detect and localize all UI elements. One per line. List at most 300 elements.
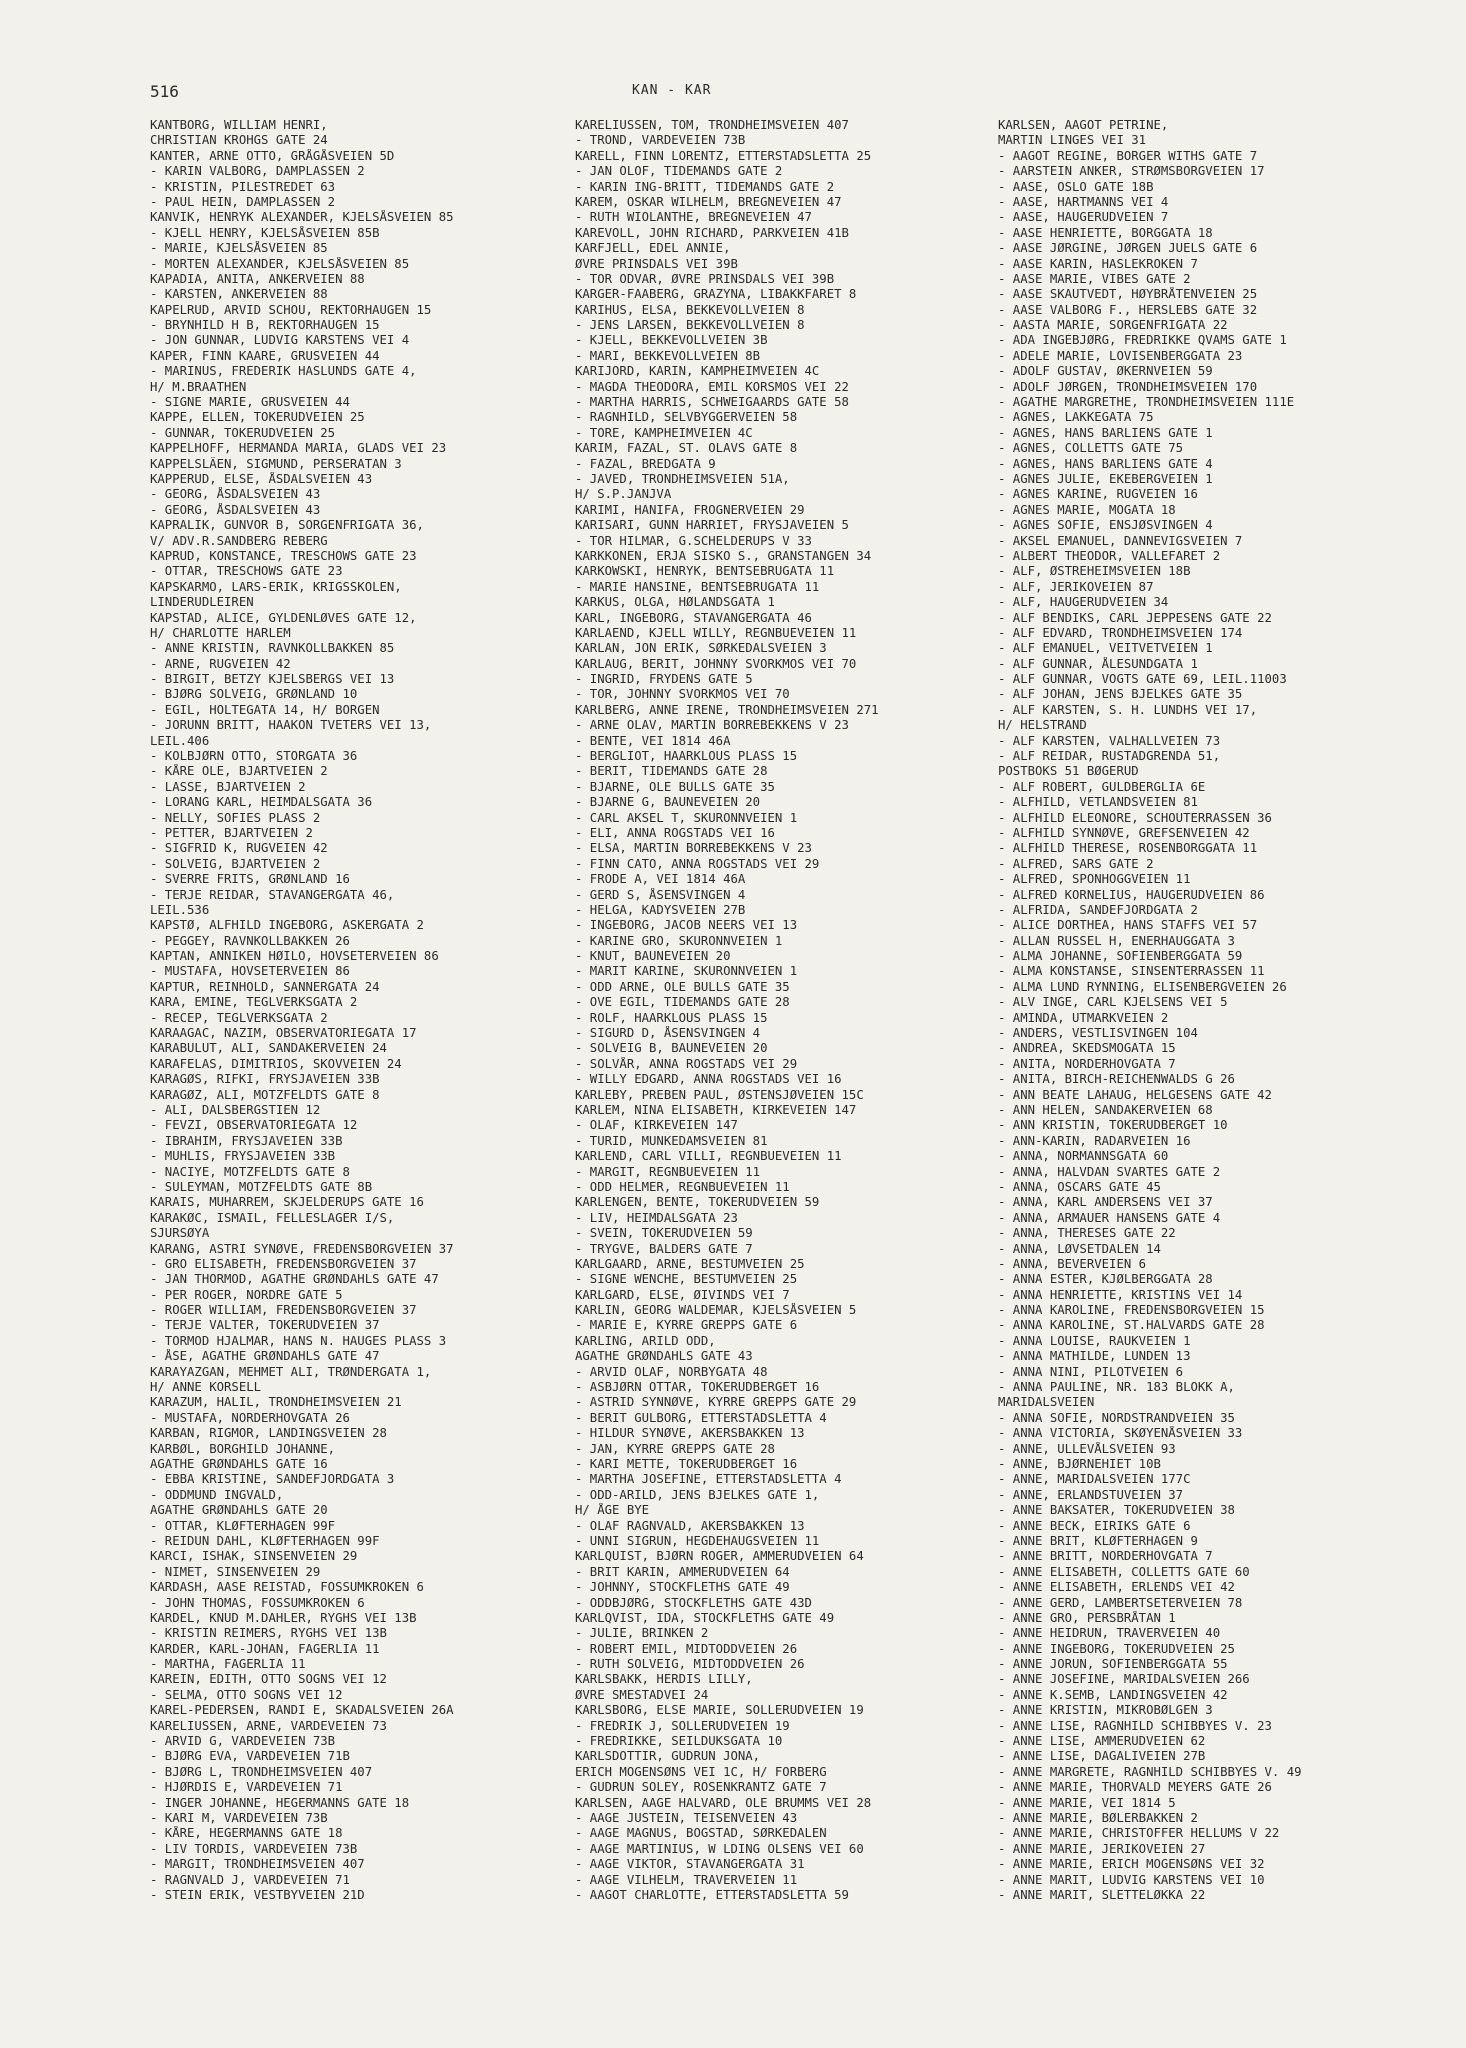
directory-entry: KARCI, ISHAK, SINSENVEIEN 29 bbox=[150, 1549, 358, 1564]
directory-entry: - ASTRID SYNNØVE, KYRRE GREPPS GATE 29 bbox=[575, 1395, 857, 1410]
directory-entry: KARAAGAC, NAZIM, OBSERVATORIEGATA 17 bbox=[150, 1026, 417, 1041]
directory-entry: AGATHE GRØNDAHLS GATE 20 bbox=[150, 1503, 328, 1518]
directory-entry: - ANNE MARGRETE, RAGNHILD SCHIBBYES V. 49 bbox=[998, 1764, 1302, 1779]
directory-entry: - SOLVEIG, BJARTVEIEN 2 bbox=[150, 856, 321, 871]
directory-entry: - AASE HENRIETTE, BORGGATA 18 bbox=[998, 225, 1213, 240]
directory-entry: - ALICE DORTHEA, HANS STAFFS VEI 57 bbox=[998, 918, 1258, 933]
directory-entry: - ALI, DALSBERGSTIEN 12 bbox=[150, 1103, 321, 1117]
directory-entry: KAPSTAD, ALICE, GYLDENLØVES GATE 12, bbox=[150, 610, 417, 625]
directory-entry: KARBØL, BORGHILD JOHANNE, bbox=[150, 1441, 336, 1456]
directory-entry: KAPSTØ, ALFHILD INGEBORG, ASKERGATA 2 bbox=[150, 918, 424, 933]
directory-entry: - BERGLIOT, HAARKLOUS PLASS 15 bbox=[575, 749, 798, 764]
directory-entry: - AGNES, HANS BARLIENS GATE 4 bbox=[998, 456, 1213, 471]
directory-entry: - ANN BEATE LAHAUG, HELGESENS GATE 42 bbox=[998, 1087, 1272, 1102]
directory-entry: - ALF, ØSTREHEIMSVEIEN 18B bbox=[998, 564, 1191, 579]
directory-entry: - ALMA KONSTANSE, SINSENTERRASSEN 11 bbox=[998, 964, 1265, 979]
directory-entry: KARDEL, KNUD M.DAHLER, RYGHS VEI 13B bbox=[150, 1610, 417, 1625]
directory-entry: KARELIUSSEN, ARNE, VARDEVEIEN 73 bbox=[150, 1718, 387, 1733]
directory-entry: KAPER, FINN KAARE, GRUSVEIEN 44 bbox=[150, 348, 380, 363]
directory-entry: ØVRE PRINSDALS VEI 39B bbox=[575, 256, 738, 271]
directory-entry: - ALFRED, SARS GATE 2 bbox=[998, 856, 1154, 871]
directory-entry: - KARI M, VARDEVEIEN 73B bbox=[150, 1810, 328, 1825]
directory-entry: - MARTHA, FAGERLIA 11 bbox=[150, 1657, 306, 1672]
directory-entry: KANTBORG, WILLIAM HENRI, bbox=[150, 118, 328, 132]
directory-entry: - ANN-KARIN, RADARVEIEN 16 bbox=[998, 1133, 1191, 1148]
directory-entry: - INGER JOHANNE, HEGERMANNS GATE 18 bbox=[150, 1795, 410, 1810]
directory-entry: - ANNE, ERLANDSTUVEIEN 37 bbox=[998, 1487, 1184, 1502]
directory-entry: - ALF REIDAR, RUSTADGRENDA 51, bbox=[998, 749, 1221, 764]
directory-entry: KAPPERUD, ELSE, ÅSDALSVEIEN 43 bbox=[150, 471, 373, 486]
directory-entry: - TERJE VALTER, TOKERUDVEIEN 37 bbox=[150, 1318, 380, 1333]
directory-entry: KAPRUD, KONSTANCE, TRESCHOWS GATE 23 bbox=[150, 548, 417, 563]
directory-entry: - TROND, VARDEVEIEN 73B bbox=[575, 133, 746, 148]
directory-entry: - LIV, HEIMDALSGATA 23 bbox=[575, 1210, 738, 1225]
directory-entry: - ELSA, MARTIN BORREBEKKENS V 23 bbox=[575, 841, 812, 856]
directory-entry: - ANNE JORUN, SOFIENBERGGATA 55 bbox=[998, 1657, 1228, 1672]
directory-entry: - ELI, ANNA ROGSTADS VEI 16 bbox=[575, 825, 775, 840]
directory-entry: - MARGIT, TRONDHEIMSVEIEN 407 bbox=[150, 1857, 365, 1872]
directory-entry: - GERD S, ÅSENSVINGEN 4 bbox=[575, 887, 746, 902]
directory-entry: - ANNE MARIT, LUDVIG KARSTENS VEI 10 bbox=[998, 1872, 1265, 1887]
directory-entry: - MARIT KARINE, SKURONNVEIEN 1 bbox=[575, 964, 798, 979]
directory-entry: - AASTA MARIE, SORGENFRIGATA 22 bbox=[998, 318, 1228, 333]
directory-entry: - ANNA MATHILDE, LUNDEN 13 bbox=[998, 1349, 1191, 1364]
directory-entry: - KJELL, BEKKEVOLLVEIEN 3B bbox=[575, 333, 768, 348]
directory-entry: - JAN, KYRRE GREPPS GATE 28 bbox=[575, 1441, 775, 1456]
directory-entry: - ANNE, MARIDALSVEIEN 177C bbox=[998, 1472, 1191, 1487]
directory-entry: - AASE, HAUGERUDVEIEN 7 bbox=[998, 210, 1169, 225]
directory-entry: AGATHE GRØNDAHLS GATE 16 bbox=[150, 1456, 328, 1471]
directory-entry: - EBBA KRISTINE, SANDEFJORDGATA 3 bbox=[150, 1472, 395, 1487]
directory-entry: - AAGE VILHELM, TRAVERVEIEN 11 bbox=[575, 1872, 798, 1887]
directory-entry: KARAFELAS, DIMITRIOS, SKOVVEIEN 24 bbox=[150, 1056, 402, 1071]
directory-entry: - MUSTAFA, HOVSETERVEIEN 86 bbox=[150, 964, 350, 979]
directory-entry: - OLAF, KIRKEVEIEN 147 bbox=[575, 1118, 738, 1133]
directory-entry: - CARL AKSEL T, SKURONNVEIEN 1 bbox=[575, 810, 798, 825]
directory-entry: - FREDRIK J, SOLLERUDVEIEN 19 bbox=[575, 1718, 790, 1733]
directory-entry: - KARSTEN, ANKERVEIEN 88 bbox=[150, 287, 328, 302]
directory-entry: - KÅRE OLE, BJARTVEIEN 2 bbox=[150, 764, 328, 779]
directory-entry: - AGNES SOFIE, ENSJØSVINGEN 4 bbox=[998, 518, 1213, 533]
column-3 bbox=[998, 118, 1418, 1903]
directory-entry: KARIHUS, ELSA, BEKKEVOLLVEIEN 8 bbox=[575, 302, 805, 317]
directory-entry: ØVRE SMESTADVEI 24 bbox=[575, 1687, 709, 1702]
directory-entry: - ANNE ELISABETH, ERLENDS VEI 42 bbox=[998, 1580, 1235, 1595]
directory-entry: - ASBJØRN OTTAR, TOKERUDBERGET 16 bbox=[575, 1380, 820, 1395]
directory-entry: - ROBERT EMIL, MIDTODDVEIEN 26 bbox=[575, 1641, 798, 1656]
directory-entry: - ALF EDVARD, TRONDHEIMSVEIEN 174 bbox=[998, 625, 1243, 640]
directory-entry: KARKKONEN, ERJA SISKO S., GRANSTANGEN 34 bbox=[575, 548, 872, 563]
directory-entry: - JOHNNY, STOCKFLETHS GATE 49 bbox=[575, 1580, 790, 1595]
directory-entry: - ALV INGE, CARL KJELSENS VEI 5 bbox=[998, 995, 1228, 1010]
directory-entry: - GUDRUN SOLEY, ROSENKRANTZ GATE 7 bbox=[575, 1780, 827, 1795]
directory-entry: POSTBOKS 51 BØGERUD bbox=[998, 764, 1139, 779]
directory-entry: - ANNE JOSEFINE, MARIDALSVEIEN 266 bbox=[998, 1672, 1250, 1687]
directory-entry: - STEIN ERIK, VESTBYVEIEN 21D bbox=[150, 1887, 365, 1902]
directory-entry: - PEGGEY, RAVNKOLLBAKKEN 26 bbox=[150, 933, 350, 948]
directory-entry: - FAZAL, BREDGATA 9 bbox=[575, 456, 716, 471]
directory-entry: - ROLF, HAARKLOUS PLASS 15 bbox=[575, 1010, 768, 1025]
directory-entry: - MAGDA THEODORA, EMIL KORSMOS VEI 22 bbox=[575, 379, 849, 394]
directory-entry: - ANNA KAROLINE, ST.HALVARDS GATE 28 bbox=[998, 1318, 1265, 1333]
directory-entry: KARLIN, GEORG WALDEMAR, KJELSÅSVEIEN 5 bbox=[575, 1303, 857, 1318]
directory-entry: - ALF ROBERT, GULDBERGLIA 6E bbox=[998, 779, 1206, 794]
directory-entry: - JULIE, BRINKEN 2 bbox=[575, 1626, 709, 1641]
directory-entry: KARAYAZGAN, MEHMET ALI, TRØNDERGATA 1, bbox=[150, 1364, 432, 1379]
directory-entry: - RECEP, TEGLVERKSGATA 2 bbox=[150, 1010, 328, 1025]
directory-entry: - KJELL HENRY, KJELSÅSVEIEN 85B bbox=[150, 225, 380, 240]
directory-entry: KAPADIA, ANITA, ANKERVEIEN 88 bbox=[150, 271, 365, 286]
directory-entry: KAREM, OSKAR WILHELM, BREGNEVEIEN 47 bbox=[575, 194, 842, 209]
directory-entry: KARKOWSKI, HENRYK, BENTSEBRUGATA 11 bbox=[575, 564, 835, 579]
directory-entry: - AARSTEIN ANKER, STRØMSBORGVEIEN 17 bbox=[998, 164, 1265, 179]
directory-entry: - BERIT, TIDEMANDS GATE 28 bbox=[575, 764, 768, 779]
directory-entry: - LIV TORDIS, VARDEVEIEN 73B bbox=[150, 1841, 358, 1856]
directory-entry: - ANNE GRO, PERSBRÅTAN 1 bbox=[998, 1610, 1176, 1625]
directory-entry: - MARIE, KJELSÅSVEIEN 85 bbox=[150, 241, 328, 256]
directory-entry: - TOR HILMAR, G.SCHELDERUPS V 33 bbox=[575, 533, 812, 548]
directory-entry: - MORTEN ALEXANDER, KJELSÅSVEIEN 85 bbox=[150, 256, 410, 271]
directory-entry: MARIDALSVEIEN bbox=[998, 1395, 1095, 1410]
directory-entry: - GUNNAR, TOKERUDVEIEN 25 bbox=[150, 425, 336, 440]
page-range-header: KAN - KAR bbox=[632, 83, 712, 98]
column-2 bbox=[575, 118, 995, 1903]
directory-entry: - AAGE VIKTOR, STAVANGERGATA 31 bbox=[575, 1857, 805, 1872]
directory-entry: - ODD ARNE, OLE BULLS GATE 35 bbox=[575, 979, 790, 994]
directory-entry: - ANNE KRISTIN, RAVNKOLLBAKKEN 85 bbox=[150, 641, 395, 656]
directory-entry: - KOLBJØRN OTTO, STORGATA 36 bbox=[150, 749, 358, 764]
directory-entry: - ANNA, KARL ANDERSENS VEI 37 bbox=[998, 1195, 1213, 1210]
directory-entry: KARLSEN, AAGE HALVARD, OLE BRUMMS VEI 28 bbox=[575, 1795, 872, 1810]
directory-entry: KARIJORD, KARIN, KAMPHEIMVEIEN 4C bbox=[575, 364, 820, 379]
directory-entry: - JAN THORMOD, AGATHE GRØNDAHLS GATE 47 bbox=[150, 1272, 439, 1287]
directory-entry: H/ HELSTRAND bbox=[998, 718, 1087, 733]
directory-entry: - ADOLF JØRGEN, TRONDHEIMSVEIEN 170 bbox=[998, 379, 1258, 394]
directory-entry: - ADOLF GUSTAV, ØKERNVEIEN 59 bbox=[998, 364, 1213, 379]
directory-entry: - ANNE KRISTIN, MIKROBØLGEN 3 bbox=[998, 1703, 1213, 1718]
directory-entry: - KARIN ING-BRITT, TIDEMANDS GATE 2 bbox=[575, 179, 835, 194]
directory-entry: - ANNA, BEVERVEIEN 6 bbox=[998, 1256, 1147, 1271]
directory-entry: KAPPELSLÄEN, SIGMUND, PERSERATAN 3 bbox=[150, 456, 402, 471]
directory-entry: - ANITA, NORDERHOVGATA 7 bbox=[998, 1056, 1176, 1071]
directory-entry: - ALF, HAUGERUDVEIEN 34 bbox=[998, 595, 1169, 610]
directory-entry: KARISARI, GUNN HARRIET, FRYSJAVEIEN 5 bbox=[575, 518, 849, 533]
directory-entry: KAPPE, ELLEN, TOKERUDVEIEN 25 bbox=[150, 410, 365, 425]
directory-entry: - PER ROGER, NORDRE GATE 5 bbox=[150, 1287, 343, 1302]
directory-entry: - TOR ODVAR, ØVRE PRINSDALS VEI 39B bbox=[575, 271, 835, 286]
directory-entry: - BERIT GULBORG, ETTERSTADSLETTA 4 bbox=[575, 1410, 827, 1425]
directory-entry: - ODDMUND INGVALD, bbox=[150, 1487, 284, 1502]
directory-entry: - NELLY, SOFIES PLASS 2 bbox=[150, 810, 321, 825]
directory-entry: - UNNI SIGRUN, HEGDEHAUGSVEIEN 11 bbox=[575, 1533, 820, 1548]
directory-entry: - KARI METTE, TOKERUDBERGET 16 bbox=[575, 1456, 798, 1471]
directory-entry: - ANNA, LØVSETDALEN 14 bbox=[998, 1241, 1161, 1256]
directory-entry: LEIL.406 bbox=[150, 733, 210, 748]
directory-entry: KARELL, FINN LORENTZ, ETTERSTADSLETTA 25 bbox=[575, 148, 872, 163]
directory-entry: - LORANG KARL, HEIMDALSGATA 36 bbox=[150, 795, 373, 810]
directory-entry: - AASE KARIN, HASLEKROKEN 7 bbox=[998, 256, 1198, 271]
directory-entry: - ARNE OLAV, MARTIN BORREBEKKENS V 23 bbox=[575, 718, 849, 733]
directory-entry: AGATHE GRØNDAHLS GATE 43 bbox=[575, 1349, 753, 1364]
directory-entry: - ROGER WILLIAM, FREDENSBORGVEIEN 37 bbox=[150, 1303, 417, 1318]
directory-entry: - RAGNHILD, SELVBYGGERVEIEN 58 bbox=[575, 410, 798, 425]
directory-entry: - KRISTIN, PILESTREDET 63 bbox=[150, 179, 336, 194]
directory-entry: - ARVID OLAF, NORBYGATA 48 bbox=[575, 1364, 768, 1379]
directory-entry: - JAVED, TRONDHEIMSVEIEN 51A, bbox=[575, 471, 790, 486]
directory-entry: - FINN CATO, ANNA ROGSTADS VEI 29 bbox=[575, 856, 820, 871]
directory-entry: - SOLVÅR, ANNA ROGSTADS VEI 29 bbox=[575, 1056, 798, 1071]
directory-entry: - TURID, MUNKEDAMSVEIEN 81 bbox=[575, 1133, 768, 1148]
directory-entry: H/ CHARLOTTE HARLEM bbox=[150, 625, 291, 640]
directory-entry: KAPPELHOFF, HERMANDA MARIA, GLADS VEI 23 bbox=[150, 441, 447, 456]
directory-entry: - MARIE E, KYRRE GREPPS GATE 6 bbox=[575, 1318, 798, 1333]
directory-entry: - SULEYMAN, MOTZFELDTS GATE 8B bbox=[150, 1179, 373, 1194]
directory-entry: KARLGAARD, ARNE, BESTUMVEIEN 25 bbox=[575, 1256, 805, 1271]
directory-entry: - AASE VALBORG F., HERSLEBS GATE 32 bbox=[998, 302, 1258, 317]
directory-entry: - BJØRG EVA, VARDEVEIEN 71B bbox=[150, 1749, 350, 1764]
directory-entry: - NACIYE, MOTZFELDTS GATE 8 bbox=[150, 1164, 350, 1179]
directory-entry: - ALF BENDIKS, CARL JEPPESENS GATE 22 bbox=[998, 610, 1272, 625]
directory-entry: - ALFRED, SPONHOGGVEIEN 11 bbox=[998, 872, 1191, 887]
directory-entry: KARAGØS, RIFKI, FRYSJAVEIEN 33B bbox=[150, 1072, 380, 1087]
directory-entry: - BJØRG SOLVEIG, GRØNLAND 10 bbox=[150, 687, 358, 702]
directory-entry: SJURSØYA bbox=[150, 1226, 210, 1241]
directory-entry: - ALFRIDA, SANDEFJORDGATA 2 bbox=[998, 902, 1198, 917]
directory-entry: KAPELRUD, ARVID SCHOU, REKTORHAUGEN 15 bbox=[150, 302, 432, 317]
directory-entry: - MUHLIS, FRYSJAVEIEN 33B bbox=[150, 1149, 336, 1164]
directory-entry: LINDERUDLEIREN bbox=[150, 595, 254, 610]
directory-entry: KARFJELL, EDEL ANNIE, bbox=[575, 241, 731, 256]
directory-entry: - ALF EMANUEL, VEITVETVEIEN 1 bbox=[998, 641, 1213, 656]
directory-entry: - PETTER, BJARTVEIEN 2 bbox=[150, 825, 313, 840]
directory-entry: MARTIN LINGES VEI 31 bbox=[998, 133, 1147, 148]
directory-entry: - MARGIT, REGNBUEVEIEN 11 bbox=[575, 1164, 761, 1179]
directory-entry: - ALLAN RUSSEL H, ENERHAUGGATA 3 bbox=[998, 933, 1235, 948]
directory-entry: KAPTUR, REINHOLD, SANNERGATA 24 bbox=[150, 979, 380, 994]
directory-entry: - ANITA, BIRCH-REICHENWALDS G 26 bbox=[998, 1072, 1235, 1087]
directory-entry: - ANNE MARIT, SLETTELØKKA 22 bbox=[998, 1887, 1206, 1902]
directory-entry: - ANNA LOUISE, RAUKVEIEN 1 bbox=[998, 1333, 1191, 1348]
directory-entry: H/ S.P.JANJVA bbox=[575, 487, 672, 502]
directory-entry: - ANNE BRITT, NORDERHOVGATA 7 bbox=[998, 1549, 1213, 1564]
directory-entry: - SIGNE MARIE, GRUSVEIEN 44 bbox=[150, 395, 350, 410]
directory-entry: - MARINUS, FREDERIK HASLUNDS GATE 4, bbox=[150, 364, 417, 379]
directory-entry: - ANNA HENRIETTE, KRISTINS VEI 14 bbox=[998, 1287, 1243, 1302]
directory-entry: KARLEM, NINA ELISABETH, KIRKEVEIEN 147 bbox=[575, 1103, 857, 1117]
directory-entry: KARLQUIST, BJØRN ROGER, AMMERUDVEIEN 64 bbox=[575, 1549, 864, 1564]
directory-entry: KAPRALIK, GUNVOR B, SORGENFRIGATA 36, bbox=[150, 518, 424, 533]
directory-entry: KARGER-FAABERG, GRAZYNA, LIBAKKFARET 8 bbox=[575, 287, 857, 302]
directory-entry: - BRIT KARIN, AMMERUDVEIEN 64 bbox=[575, 1564, 790, 1579]
directory-entry: KARLAN, JON ERIK, SØRKEDALSVEIEN 3 bbox=[575, 641, 827, 656]
directory-entry: - AMINDA, UTMARKVEIEN 2 bbox=[998, 1010, 1169, 1025]
directory-entry: KARBAN, RIGMOR, LANDINGSVEIEN 28 bbox=[150, 1426, 387, 1441]
directory-entry: - SVEIN, TOKERUDVEIEN 59 bbox=[575, 1226, 753, 1241]
directory-entry: H/ ANNE KORSELL bbox=[150, 1380, 262, 1395]
directory-entry: - ANNE BECK, EIRIKS GATE 6 bbox=[998, 1518, 1191, 1533]
directory-entry: - AASE SKAUTVEDT, HØYBRÅTENVEIEN 25 bbox=[998, 287, 1258, 302]
directory-entry: - TOR, JOHNNY SVORKMOS VEI 70 bbox=[575, 687, 790, 702]
directory-entry: KARDASH, AASE REISTAD, FOSSUMKROKEN 6 bbox=[150, 1580, 424, 1595]
directory-entry: - ANNA, HALVDAN SVARTES GATE 2 bbox=[998, 1164, 1221, 1179]
directory-entry: - RUTH SOLVEIG, MIDTODDVEIEN 26 bbox=[575, 1657, 805, 1672]
directory-entry: - AAGE MARTINIUS, W LDING OLSENS VEI 60 bbox=[575, 1841, 864, 1856]
directory-entry: - AGNES, HANS BARLIENS GATE 1 bbox=[998, 425, 1213, 440]
directory-entry: - KRISTIN REIMERS, RYGHS VEI 13B bbox=[150, 1626, 387, 1641]
directory-entry: KARAGØZ, ALI, MOTZFELDTS GATE 8 bbox=[150, 1087, 380, 1102]
directory-entry: - AAGE MAGNUS, BOGSTAD, SØRKEDALEN bbox=[575, 1826, 827, 1841]
directory-entry: - TORE, KAMPHEIMVEIEN 4C bbox=[575, 425, 753, 440]
directory-entry: - PAUL HEIN, DAMPLASSEN 2 bbox=[150, 194, 336, 209]
directory-entry: - ANNE, BJØRNEHIET 10B bbox=[998, 1456, 1161, 1471]
directory-entry: - GEORG, ÅSDALSVEIEN 43 bbox=[150, 487, 321, 502]
directory-entry: - ANNA KAROLINE, FREDENSBORGVEIEN 15 bbox=[998, 1303, 1265, 1318]
directory-entry: KARLAUG, BERIT, JOHNNY SVORKMOS VEI 70 bbox=[575, 656, 857, 671]
directory-entry: - WILLY EDGARD, ANNA ROGSTADS VEI 16 bbox=[575, 1072, 842, 1087]
directory-entry: H/ ÅGE BYE bbox=[575, 1503, 650, 1518]
directory-entry: KARL, INGEBORG, STAVANGERGATA 46 bbox=[575, 610, 812, 625]
directory-entry: - JOHN THOMAS, FOSSUMKROKEN 6 bbox=[150, 1595, 365, 1610]
directory-entry: - BJARNE G, BAUNEVEIEN 20 bbox=[575, 795, 761, 810]
directory-entry: - INGEBORG, JACOB NEERS VEI 13 bbox=[575, 918, 798, 933]
directory-entry: KARAKØC, ISMAIL, FELLESLAGER I/S, bbox=[150, 1210, 395, 1225]
directory-entry: KARLSDOTTIR, GUDRUN JONA, bbox=[575, 1749, 761, 1764]
directory-entry: - ANNE LISE, AMMERUDVEIEN 62 bbox=[998, 1734, 1206, 1749]
directory-entry: - ARNE, RUGVEIEN 42 bbox=[150, 656, 291, 671]
directory-entry: - KÅRE, HEGERMANNS GATE 18 bbox=[150, 1826, 343, 1841]
directory-entry: - MARTHA HARRIS, SCHWEIGAARDS GATE 58 bbox=[575, 395, 849, 410]
directory-entry: - MUSTAFA, NORDERHOVGATA 26 bbox=[150, 1410, 350, 1425]
directory-entry: - JORUNN BRITT, HAAKON TVETERS VEI 13, bbox=[150, 718, 432, 733]
directory-entry: - GEORG, ÅSDALSVEIEN 43 bbox=[150, 502, 321, 517]
directory-entry: - AAGOT REGINE, BORGER WITHS GATE 7 bbox=[998, 148, 1258, 163]
directory-entry: - ALFHILD ELEONORE, SCHOUTERRASSEN 36 bbox=[998, 810, 1272, 825]
directory-entry: - SIGFRID K, RUGVEIEN 42 bbox=[150, 841, 328, 856]
directory-entry: KARLSEN, AAGOT PETRINE, bbox=[998, 118, 1169, 132]
directory-entry: - ALF GUNNAR, VOGTS GATE 69, LEIL.11003 bbox=[998, 672, 1287, 687]
directory-entry: - ANNE GERD, LAMBERTSETERVEIEN 78 bbox=[998, 1595, 1243, 1610]
directory-entry: - ANN HELEN, SANDAKERVEIEN 68 bbox=[998, 1103, 1213, 1117]
directory-entry: - ANNE K.SEMB, LANDINGSVEIEN 42 bbox=[998, 1687, 1228, 1702]
directory-entry: KARLBERG, ANNE IRENE, TRONDHEIMSVEIEN 271 bbox=[575, 702, 879, 717]
directory-entry: CHRISTIAN KROHGS GATE 24 bbox=[150, 133, 328, 148]
directory-entry: - REIDUN DAHL, KLØFTERHAGEN 99F bbox=[150, 1533, 380, 1548]
directory-entry: KANTER, ARNE OTTO, GRÅGÅSVEIEN 5D bbox=[150, 148, 395, 163]
directory-entry: - MARIE HANSINE, BENTSEBRUGATA 11 bbox=[575, 579, 820, 594]
directory-entry: - RAGNVALD J, VARDEVEIEN 71 bbox=[150, 1872, 350, 1887]
directory-entry: - ANNA, OSCARS GATE 45 bbox=[998, 1179, 1161, 1194]
directory-entry: - SIGNE WENCHE, BESTUMVEIEN 25 bbox=[575, 1272, 798, 1287]
directory-entry: - ODD HELMER, REGNBUEVEIEN 11 bbox=[575, 1179, 790, 1194]
directory-entry: - EGIL, HOLTEGATA 14, H/ BORGEN bbox=[150, 702, 380, 717]
directory-entry: KAPTAN, ANNIKEN HØILO, HOVSETERVEIEN 86 bbox=[150, 949, 439, 964]
directory-entry: - BJARNE, OLE BULLS GATE 35 bbox=[575, 779, 775, 794]
directory-entry: KARIM, FAZAL, ST. OLAVS GATE 8 bbox=[575, 441, 798, 456]
directory-entry: - SOLVEIG B, BAUNEVEIEN 20 bbox=[575, 1041, 768, 1056]
page-number: 516 bbox=[150, 82, 179, 101]
directory-entry: - ALFHILD THERESE, ROSENBORGGATA 11 bbox=[998, 841, 1258, 856]
directory-entry: KANVIK, HENRYK ALEXANDER, KJELSÅSVEIEN 85 bbox=[150, 210, 454, 225]
directory-entry: - ANNE HEIDRUN, TRAVERVEIEN 40 bbox=[998, 1626, 1221, 1641]
directory-entry: LEIL.536 bbox=[150, 902, 210, 917]
directory-entry: - TERJE REIDAR, STAVANGERGATA 46, bbox=[150, 887, 395, 902]
directory-entry: - ALF KARSTEN, VALHALLVEIEN 73 bbox=[998, 733, 1221, 748]
directory-entry: - ALF JOHAN, JENS BJELKES GATE 35 bbox=[998, 687, 1243, 702]
directory-entry: - GRO ELISABETH, FREDENSBORGVEIEN 37 bbox=[150, 1256, 417, 1271]
directory-entry: KARAIS, MUHARREM, SKJELDERUPS GATE 16 bbox=[150, 1195, 424, 1210]
directory-entry: - AAGE JUSTEIN, TEISENVEIEN 43 bbox=[575, 1810, 798, 1825]
directory-entry: KAREL-PEDERSEN, RANDI E, SKADALSVEIEN 26A bbox=[150, 1703, 454, 1718]
directory-entry: - ALF GUNNAR, ÅLESUNDGATA 1 bbox=[998, 656, 1198, 671]
directory-entry: - BIRGIT, BETZY KJELSBERGS VEI 13 bbox=[150, 672, 395, 687]
directory-entry: - ANNE BAKSATER, TOKERUDVEIEN 38 bbox=[998, 1503, 1235, 1518]
directory-entry: - OLAF RAGNVALD, AKERSBAKKEN 13 bbox=[575, 1518, 805, 1533]
directory-entry: - ANNE MARIE, THORVALD MEYERS GATE 26 bbox=[998, 1780, 1272, 1795]
directory-entry: - JAN OLOF, TIDEMANDS GATE 2 bbox=[575, 164, 783, 179]
directory-entry: KARLSBORG, ELSE MARIE, SOLLERUDVEIEN 19 bbox=[575, 1703, 864, 1718]
directory-entry: KARELIUSSEN, TOM, TRONDHEIMSVEIEN 407 bbox=[575, 118, 849, 132]
directory-entry: - ADA INGEBJØRG, FREDRIKKE QVAMS GATE 1 bbox=[998, 333, 1287, 348]
directory-entry: - ANNA SOFIE, NORDSTRANDVEIEN 35 bbox=[998, 1410, 1235, 1425]
directory-entry: KARLING, ARILD ODD, bbox=[575, 1333, 716, 1348]
directory-entry: - BRYNHILD H B, REKTORHAUGEN 15 bbox=[150, 318, 380, 333]
directory-entry: - ANNA VICTORIA, SKØYENÅSVEIEN 33 bbox=[998, 1426, 1243, 1441]
directory-entry: - OTTAR, KLØFTERHAGEN 99F bbox=[150, 1518, 336, 1533]
directory-entry: KARLSBAKK, HERDIS LILLY, bbox=[575, 1672, 753, 1687]
directory-entry: - ANNA, ARMAUER HANSENS GATE 4 bbox=[998, 1210, 1221, 1225]
directory-entry: - OTTAR, TRESCHOWS GATE 23 bbox=[150, 564, 343, 579]
directory-entry: - ODDBJØRG, STOCKFLETHS GATE 43D bbox=[575, 1595, 812, 1610]
directory-entry: - AASE, HARTMANNS VEI 4 bbox=[998, 194, 1169, 209]
directory-entry: - ALMA LUND RYNNING, ELISENBERGVEIEN 26 bbox=[998, 979, 1287, 994]
directory-entry: - AASE, OSLO GATE 18B bbox=[998, 179, 1154, 194]
directory-entry: KARA, EMINE, TEGLVERKSGATA 2 bbox=[150, 995, 358, 1010]
directory-entry: - RUTH WIOLANTHE, BREGNEVEIEN 47 bbox=[575, 210, 812, 225]
directory-entry: KAREVOLL, JOHN RICHARD, PARKVEIEN 41B bbox=[575, 225, 849, 240]
directory-entry: - LASSE, BJARTVEIEN 2 bbox=[150, 779, 306, 794]
directory-entry: - ALMA JOHANNE, SOFIENBERGGATA 59 bbox=[998, 949, 1243, 964]
directory-entry: - ANNE MARIE, ERICH MOGENSØNS VEI 32 bbox=[998, 1857, 1265, 1872]
directory-entry: - OVE EGIL, TIDEMANDS GATE 28 bbox=[575, 995, 790, 1010]
directory-entry: - ANNE MARIE, CHRISTOFFER HELLUMS V 22 bbox=[998, 1826, 1280, 1841]
directory-entry: - ALFRED KORNELIUS, HAUGERUDVEIEN 86 bbox=[998, 887, 1265, 902]
directory-entry: - ANDREA, SKEDSMOGATA 15 bbox=[998, 1041, 1176, 1056]
directory-entry: - SIGURD D, ÅSENSVINGEN 4 bbox=[575, 1026, 761, 1041]
directory-entry: - ADELE MARIE, LOVISENBERGGATA 23 bbox=[998, 348, 1243, 363]
directory-entry: H/ M.BRAATHEN bbox=[150, 379, 247, 394]
directory-entry: - ALFHILD SYNNØVE, GREFSENVEIEN 42 bbox=[998, 825, 1250, 840]
directory-entry: - AASE MARIE, VIBES GATE 2 bbox=[998, 271, 1191, 286]
directory-entry: - ANNA NINI, PILOTVEIEN 6 bbox=[998, 1364, 1184, 1379]
directory-entry: - ANNE INGEBORG, TOKERUDVEIEN 25 bbox=[998, 1641, 1235, 1656]
directory-entry: - MARTHA JOSEFINE, ETTERSTADSLETTA 4 bbox=[575, 1472, 842, 1487]
directory-entry: - SELMA, OTTO SOGNS VEI 12 bbox=[150, 1687, 343, 1702]
directory-entry: - ANNE, ULLEVÅLSVEIEN 93 bbox=[998, 1441, 1176, 1456]
directory-entry: - KNUT, BAUNEVEIEN 20 bbox=[575, 949, 731, 964]
directory-entry: - ANNE MARIE, JERIKOVEIEN 27 bbox=[998, 1841, 1206, 1856]
directory-entry: - ANNA PAULINE, NR. 183 BLOKK A, bbox=[998, 1380, 1235, 1395]
directory-entry: - KARIN VALBORG, DAMPLASSEN 2 bbox=[150, 164, 365, 179]
directory-entry: KARABULUT, ALI, SANDAKERVEIEN 24 bbox=[150, 1041, 387, 1056]
directory-entry: V/ ADV.R.SANDBERG REBERG bbox=[150, 533, 328, 548]
directory-entry: KARLAEND, KJELL WILLY, REGNBUEVEIEN 11 bbox=[575, 625, 857, 640]
directory-entry: - AGNES, COLLETTS GATE 75 bbox=[998, 441, 1184, 456]
directory-entry: KARAZUM, HALIL, TRONDHEIMSVEIEN 21 bbox=[150, 1395, 402, 1410]
directory-entry: - ANNE MARIE, BØLERBAKKEN 2 bbox=[998, 1810, 1198, 1825]
directory-entry: - TRYGVE, BALDERS GATE 7 bbox=[575, 1241, 753, 1256]
directory-entry: - ARVID G, VARDEVEIEN 73B bbox=[150, 1734, 336, 1749]
directory-entry: - HELGA, KADYSVEIEN 27B bbox=[575, 902, 746, 917]
